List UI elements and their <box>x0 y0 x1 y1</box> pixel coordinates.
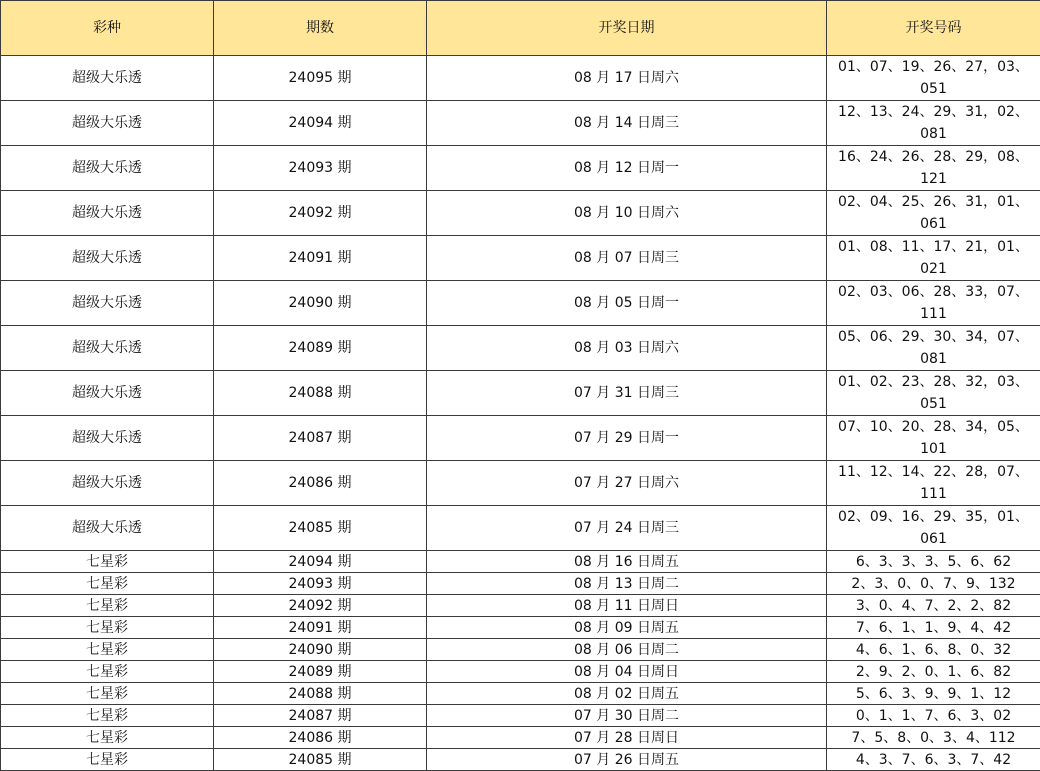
numbers-line-1: 07、10、20、28、34，05、 <box>827 416 1040 438</box>
cell-lottery-type: 七星彩 <box>1 617 214 639</box>
cell-draw-date: 08 月 04 日周日 <box>427 661 827 683</box>
cell-lottery-type: 超级大乐透 <box>1 326 214 371</box>
cell-issue: 24089 期 <box>214 326 427 371</box>
cell-draw-date: 07 月 26 日周五 <box>427 749 827 771</box>
numbers-line-1: 02、03、06、28、33，07、 <box>827 281 1040 303</box>
cell-issue: 24093 期 <box>214 146 427 191</box>
cell-lottery-type: 七星彩 <box>1 683 214 705</box>
cell-issue: 24090 期 <box>214 639 427 661</box>
cell-winning-numbers <box>827 146 1040 191</box>
cell-lottery-type: 超级大乐透 <box>1 236 214 281</box>
cell-issue: 24085 期 <box>214 506 427 551</box>
cell-draw-date: 08 月 16 日周五 <box>427 551 827 573</box>
table-row <box>1 326 1040 371</box>
cell-issue: 24085 期 <box>214 749 427 771</box>
cell-draw-date: 08 月 12 日周一 <box>427 146 827 191</box>
cell-winning-numbers <box>827 371 1040 416</box>
cell-winning-numbers <box>827 326 1040 371</box>
table-row <box>1 573 1040 595</box>
numbers-line-2: 021 <box>827 258 1040 280</box>
numbers-line-1: 12、13、24、29、31，02、 <box>827 101 1040 123</box>
table-row <box>1 416 1040 461</box>
cell-draw-date: 08 月 17 日周六 <box>427 56 827 101</box>
cell-draw-date: 07 月 29 日周一 <box>427 416 827 461</box>
table-header <box>1 1 1040 56</box>
cell-issue: 24088 期 <box>214 683 427 705</box>
numbers-line-1: 0、1、1、7、6、3、02 <box>827 706 1040 726</box>
numbers-line-1: 05、06、29、30、34，07、 <box>827 326 1040 348</box>
header-issue: 期数 <box>214 1 427 56</box>
cell-draw-date: 08 月 05 日周一 <box>427 281 827 326</box>
cell-winning-numbers <box>827 617 1040 639</box>
cell-issue: 24093 期 <box>214 573 427 595</box>
cell-lottery-type: 七星彩 <box>1 573 214 595</box>
numbers-line-2: 061 <box>827 528 1040 550</box>
cell-winning-numbers <box>827 595 1040 617</box>
table-row <box>1 639 1040 661</box>
cell-issue: 24087 期 <box>214 416 427 461</box>
table-row <box>1 683 1040 705</box>
numbers-line-1: 4、6、1、6、8、0、32 <box>827 640 1040 660</box>
header-draw-date: 开奖日期 <box>427 1 827 56</box>
numbers-line-2: 061 <box>827 213 1040 235</box>
cell-issue: 24095 期 <box>214 56 427 101</box>
cell-lottery-type: 七星彩 <box>1 727 214 749</box>
cell-draw-date: 08 月 07 日周三 <box>427 236 827 281</box>
cell-lottery-type: 超级大乐透 <box>1 371 214 416</box>
table-body <box>1 56 1040 771</box>
cell-lottery-type: 七星彩 <box>1 749 214 771</box>
numbers-line-1: 7、5、8、0、3、4、112 <box>827 728 1040 748</box>
cell-winning-numbers <box>827 749 1040 771</box>
cell-issue: 24088 期 <box>214 371 427 416</box>
cell-draw-date: 07 月 24 日周三 <box>427 506 827 551</box>
cell-winning-numbers <box>827 727 1040 749</box>
numbers-line-1: 11、12、14、22、28，07、 <box>827 461 1040 483</box>
cell-issue: 24092 期 <box>214 595 427 617</box>
cell-winning-numbers <box>827 191 1040 236</box>
cell-issue: 24090 期 <box>214 281 427 326</box>
cell-lottery-type: 七星彩 <box>1 705 214 727</box>
numbers-line-2: 121 <box>827 168 1040 190</box>
cell-lottery-type: 超级大乐透 <box>1 506 214 551</box>
table-row <box>1 461 1040 506</box>
cell-issue: 24086 期 <box>214 727 427 749</box>
table-row <box>1 56 1040 101</box>
cell-lottery-type: 超级大乐透 <box>1 56 214 101</box>
cell-draw-date: 08 月 11 日周日 <box>427 595 827 617</box>
cell-winning-numbers <box>827 56 1040 101</box>
numbers-line-1: 6、3、3、3、5、6、62 <box>827 552 1040 572</box>
cell-lottery-type: 七星彩 <box>1 661 214 683</box>
numbers-line-1: 02、09、16、29、35，01、 <box>827 506 1040 528</box>
numbers-line-1: 5、6、3、9、9、1、12 <box>827 684 1040 704</box>
cell-winning-numbers <box>827 551 1040 573</box>
numbers-line-1: 2、3、0、0、7、9、132 <box>827 574 1040 594</box>
cell-draw-date: 07 月 31 日周三 <box>427 371 827 416</box>
cell-draw-date: 08 月 02 日周五 <box>427 683 827 705</box>
cell-winning-numbers <box>827 573 1040 595</box>
table-row <box>1 236 1040 281</box>
numbers-line-2: 111 <box>827 483 1040 505</box>
cell-issue: 24091 期 <box>214 236 427 281</box>
cell-winning-numbers <box>827 639 1040 661</box>
cell-draw-date: 08 月 09 日周五 <box>427 617 827 639</box>
cell-lottery-type: 超级大乐透 <box>1 416 214 461</box>
cell-winning-numbers <box>827 101 1040 146</box>
cell-winning-numbers <box>827 461 1040 506</box>
cell-draw-date: 08 月 06 日周二 <box>427 639 827 661</box>
cell-issue: 24087 期 <box>214 705 427 727</box>
table-row <box>1 749 1040 771</box>
cell-draw-date: 07 月 27 日周六 <box>427 461 827 506</box>
cell-lottery-type: 七星彩 <box>1 551 214 573</box>
cell-issue: 24089 期 <box>214 661 427 683</box>
cell-issue: 24094 期 <box>214 101 427 146</box>
cell-lottery-type: 超级大乐透 <box>1 461 214 506</box>
header-row <box>1 1 1040 56</box>
numbers-line-1: 01、08、11、17、21，01、 <box>827 236 1040 258</box>
cell-winning-numbers <box>827 281 1040 326</box>
table-row <box>1 661 1040 683</box>
cell-draw-date: 08 月 10 日周六 <box>427 191 827 236</box>
table-row <box>1 191 1040 236</box>
table-row <box>1 727 1040 749</box>
numbers-line-2: 111 <box>827 303 1040 325</box>
table-row <box>1 617 1040 639</box>
header-winning-numbers: 开奖号码 <box>827 1 1040 56</box>
numbers-line-1: 01、07、19、26、27，03、 <box>827 56 1040 78</box>
cell-winning-numbers <box>827 416 1040 461</box>
cell-draw-date: 08 月 13 日周二 <box>427 573 827 595</box>
cell-lottery-type: 超级大乐透 <box>1 146 214 191</box>
cell-draw-date: 08 月 03 日周六 <box>427 326 827 371</box>
numbers-line-1: 3、0、4、7、2、2、82 <box>827 596 1040 616</box>
table-row <box>1 101 1040 146</box>
cell-draw-date: 07 月 30 日周二 <box>427 705 827 727</box>
table-row <box>1 506 1040 551</box>
numbers-line-1: 01、02、23、28、32，03、 <box>827 371 1040 393</box>
cell-issue: 24091 期 <box>214 617 427 639</box>
cell-lottery-type: 超级大乐透 <box>1 191 214 236</box>
numbers-line-1: 4、3、7、6、3、7、42 <box>827 750 1040 770</box>
numbers-line-2: 051 <box>827 78 1040 100</box>
cell-winning-numbers <box>827 661 1040 683</box>
cell-issue: 24092 期 <box>214 191 427 236</box>
table-row <box>1 146 1040 191</box>
cell-issue: 24086 期 <box>214 461 427 506</box>
numbers-line-1: 16、24、26、28、29，08、 <box>827 146 1040 168</box>
table-row <box>1 705 1040 727</box>
numbers-line-2: 081 <box>827 123 1040 145</box>
numbers-line-2: 101 <box>827 438 1040 460</box>
cell-lottery-type: 超级大乐透 <box>1 101 214 146</box>
numbers-line-1: 7、6、1、1、9、4、42 <box>827 618 1040 638</box>
cell-winning-numbers <box>827 705 1040 727</box>
cell-winning-numbers <box>827 236 1040 281</box>
cell-draw-date: 07 月 28 日周日 <box>427 727 827 749</box>
cell-issue: 24094 期 <box>214 551 427 573</box>
table-row <box>1 551 1040 573</box>
cell-lottery-type: 七星彩 <box>1 595 214 617</box>
cell-draw-date: 08 月 14 日周三 <box>427 101 827 146</box>
header-lottery-type: 彩种 <box>1 1 214 56</box>
numbers-line-2: 081 <box>827 348 1040 370</box>
table-row <box>1 281 1040 326</box>
numbers-line-1: 2、9、2、0、1、6、82 <box>827 662 1040 682</box>
table-row <box>1 595 1040 617</box>
table-row <box>1 371 1040 416</box>
numbers-line-2: 051 <box>827 393 1040 415</box>
cell-winning-numbers <box>827 506 1040 551</box>
cell-lottery-type: 超级大乐透 <box>1 281 214 326</box>
numbers-line-1: 02、04、25、26、31，01、 <box>827 191 1040 213</box>
cell-lottery-type: 七星彩 <box>1 639 214 661</box>
cell-winning-numbers <box>827 683 1040 705</box>
